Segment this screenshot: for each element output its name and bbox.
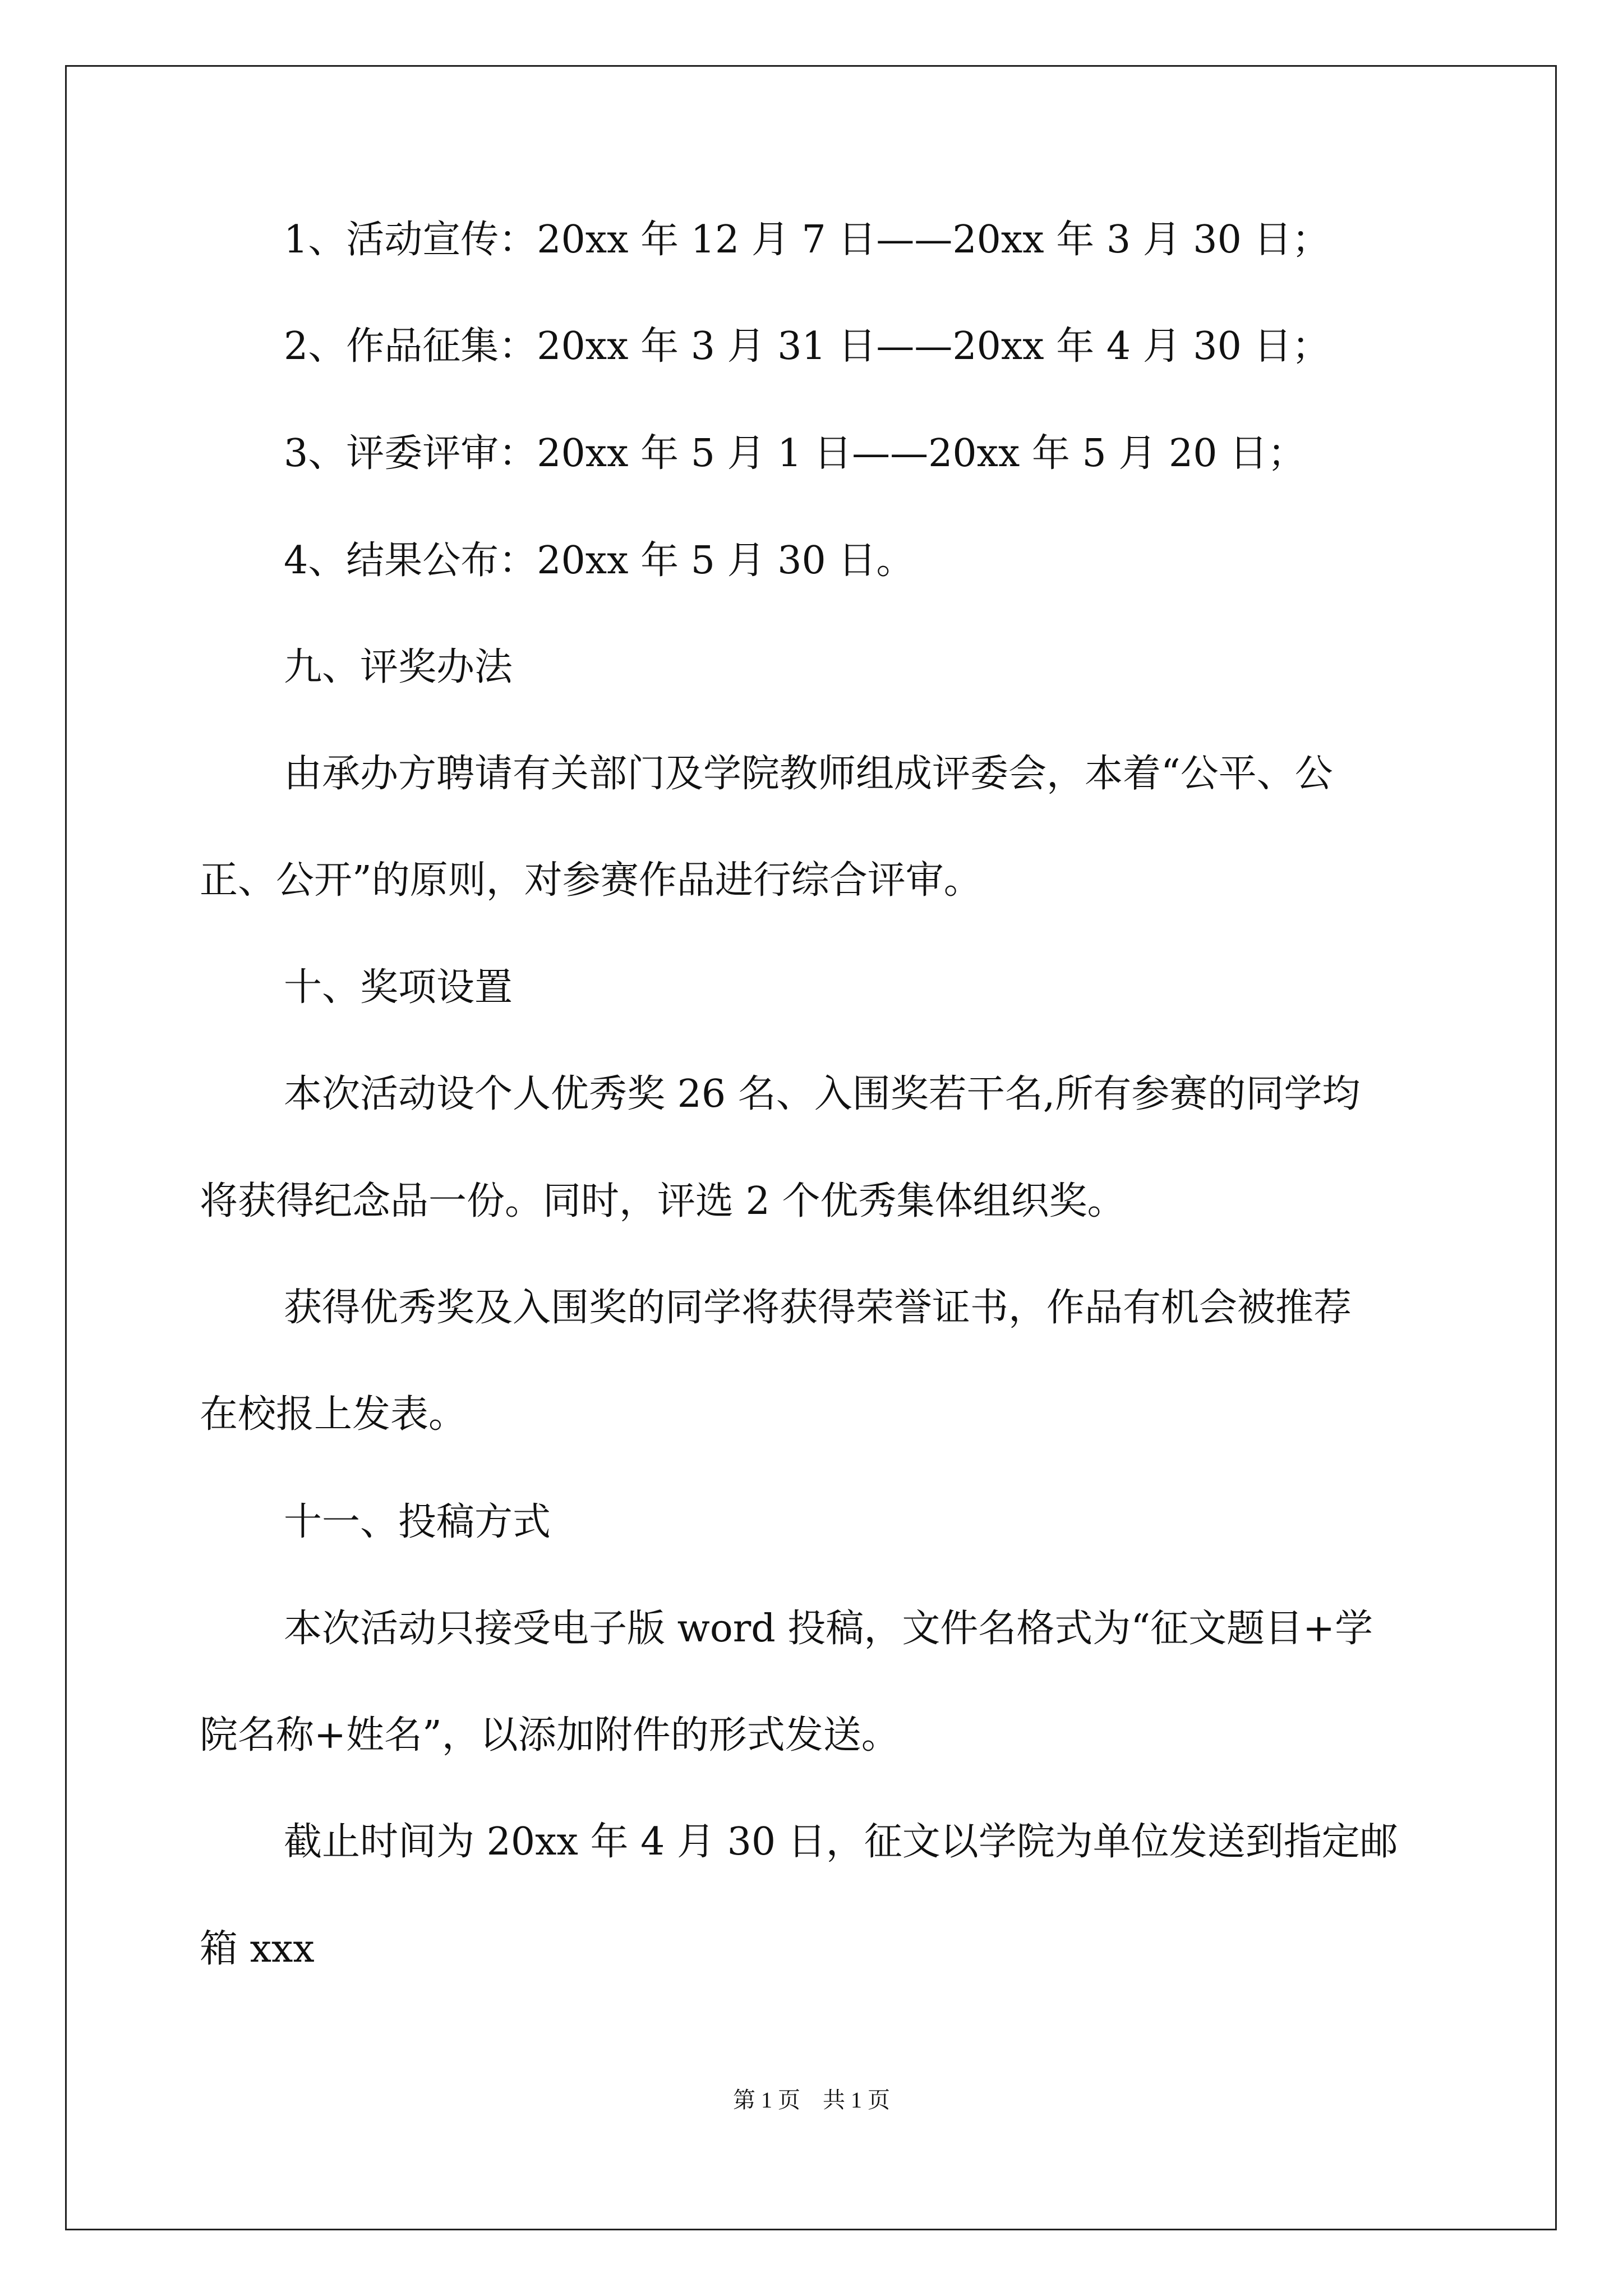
honor-text-line-2: 在校报上发表。 <box>200 1392 467 1437</box>
awards-text-line-1: 本次活动设个人优秀奖 26 名、入围奖若干名,所有参赛的同学均 <box>284 1072 1361 1116</box>
section-heading-awards: 十、奖项设置 <box>284 965 513 1010</box>
section-heading-submission: 十一、投稿方式 <box>284 1500 551 1544</box>
schedule-item-2: 2、作品征集：20xx 年 3 月 31 日——20xx 年 4 月 30 日； <box>284 324 1330 369</box>
judging-text-line-2: 正、公开”的原则，对参赛作品进行综合评审。 <box>200 858 982 903</box>
honor-text-line-1: 获得优秀奖及入围奖的同学将获得荣誉证书，作品有机会被推荐 <box>284 1286 1352 1330</box>
submission-text-line-1: 本次活动只接受电子版 word 投稿，文件名格式为“征文题目+学 <box>284 1607 1373 1651</box>
deadline-text-line-2: 箱 xxx <box>200 1927 315 1971</box>
submission-text-line-2: 院名称+姓名”，以添加附件的形式发送。 <box>200 1713 900 1757</box>
judging-text-line-1: 由承办方聘请有关部门及学院教师组成评委会，本着“公平、公 <box>284 752 1333 796</box>
awards-text-line-2: 将获得纪念品一份。同时，评选 2 个优秀集体组织奖。 <box>200 1179 1126 1223</box>
schedule-item-4: 4、结果公布：20xx 年 5 月 30 日。 <box>284 539 915 583</box>
page-frame <box>65 65 1557 2230</box>
schedule-item-1: 1、活动宣传：20xx 年 12 月 7 日——20xx 年 3 月 30 日； <box>284 218 1330 262</box>
page-number-footer: 第 1 页 共 1 页 <box>733 2087 890 2113</box>
schedule-item-3: 3、评委评审：20xx 年 5 月 1 日——20xx 年 5 月 20 日； <box>284 431 1306 476</box>
section-heading-judging: 九、评奖办法 <box>284 645 513 689</box>
deadline-text-line-1: 截止时间为 20xx 年 4 月 30 日，征文以学院为单位发送到指定邮 <box>284 1820 1398 1864</box>
